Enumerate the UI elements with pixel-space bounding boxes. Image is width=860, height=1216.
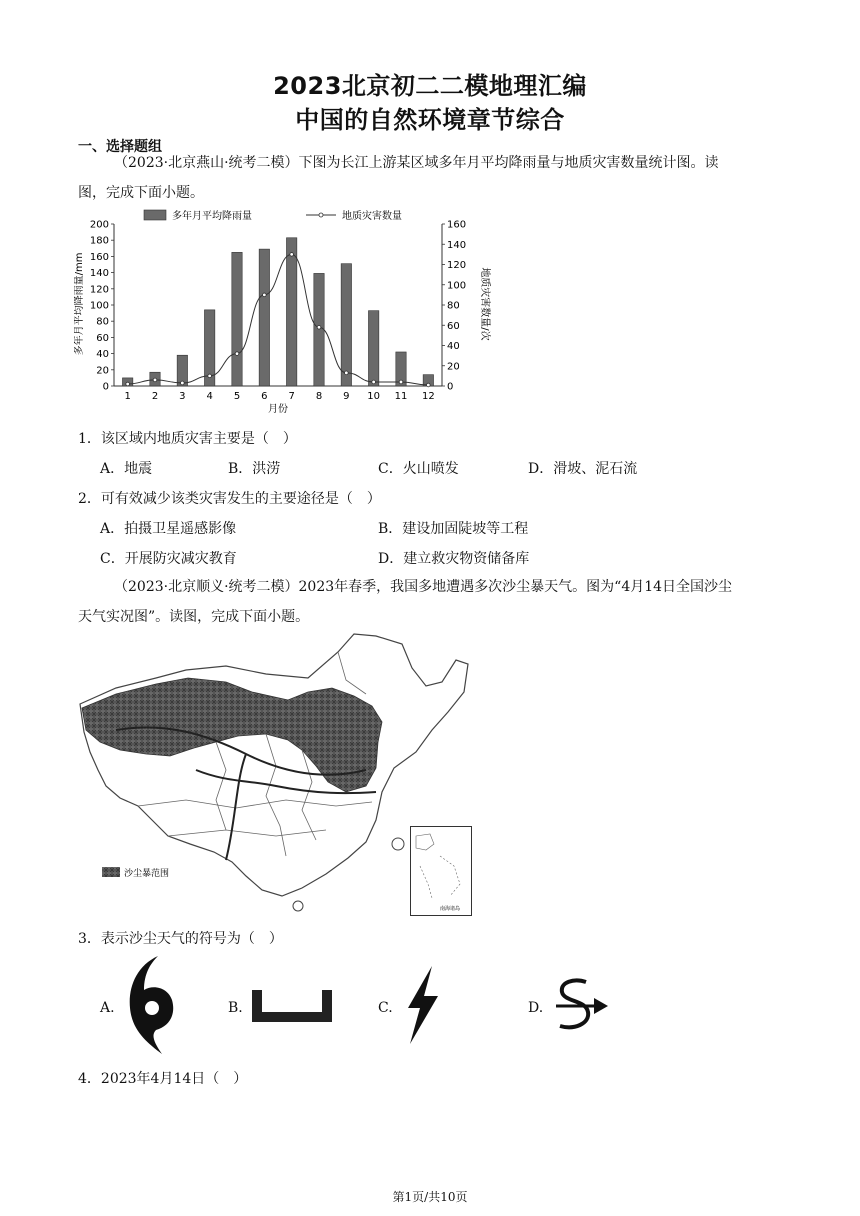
x-tick-label: 9	[343, 391, 350, 402]
bar-rainfall	[286, 238, 296, 386]
legend-bar-swatch	[144, 210, 166, 220]
bar-rainfall	[314, 273, 324, 386]
y-tick-label-left: 180	[89, 235, 109, 247]
point-disaster-count	[235, 352, 239, 356]
typhoon-icon	[122, 954, 178, 1058]
bar-rainfall	[341, 264, 351, 386]
legend-bar-label: 多年月平均降雨量	[172, 211, 252, 222]
point-disaster-count	[290, 253, 294, 257]
q1-option-c: C．火山喷发	[378, 461, 459, 477]
y-tick-label-right: 20	[447, 361, 460, 373]
y-tick-label-left: 120	[89, 284, 109, 296]
bar-rainfall	[368, 311, 378, 386]
island-hainan	[293, 901, 303, 911]
y-tick-label-left: 160	[89, 251, 109, 263]
y-tick-label-right: 120	[447, 260, 467, 271]
intro-2-line-1: （2023·北京顺义·统考二模）2023年春季，我国多地遭遇多次沙尘暴天气。图为“4月14日全国沙尘	[114, 579, 733, 595]
q2-option-a: A．拍摄卫星遥感影像	[100, 521, 237, 537]
q2-option-c: C．开展防灾减灾教育	[100, 551, 237, 567]
dust-storm-symbol-icon	[552, 976, 612, 1036]
inset-label: 南海诸岛	[439, 906, 461, 912]
y-tick-label-right: 140	[447, 239, 467, 251]
x-tick-label: 4	[206, 391, 213, 402]
intro-1-line-2: 图，完成下面小题。	[78, 185, 204, 201]
document-subtitle: 中国的自然环境章节综合	[295, 106, 565, 134]
point-disaster-count	[263, 293, 267, 297]
question-1-stem: 1．该区域内地质灾害主要是（ ）	[78, 431, 297, 447]
point-disaster-count	[372, 380, 376, 384]
document-title: 2023北京初二二模地理汇编	[273, 72, 587, 100]
x-tick-label: 1	[124, 391, 131, 402]
x-tick-label: 5	[233, 391, 241, 402]
y-tick-label-right: 60	[447, 320, 460, 332]
x-tick-label: 2	[151, 391, 159, 402]
x-tick-label: 8	[315, 391, 323, 402]
south-china-sea-inset	[410, 826, 472, 916]
y-axis-label-right: 地质灾害数量/次	[479, 267, 490, 341]
q3-option-d-label: D.	[528, 1000, 544, 1016]
y-tick-label-left: 60	[96, 332, 109, 344]
q3-option-b-label: B.	[228, 1000, 243, 1016]
q1-option-b: B．洪涝	[228, 461, 281, 477]
x-tick-label: 3	[179, 391, 186, 402]
y-tick-label-right: 80	[447, 300, 460, 312]
y-tick-label-left: 200	[89, 219, 109, 231]
y-tick-label-left: 20	[96, 365, 109, 377]
point-disaster-count	[208, 374, 212, 378]
lightning-icon	[402, 966, 440, 1044]
x-tick-label: 10	[367, 391, 381, 402]
bar-rainfall	[232, 252, 242, 386]
legend-line-label: 地质灾害数量	[342, 211, 402, 222]
question-4-stem: 4．2023年4月14日（ ）	[78, 1071, 248, 1087]
x-axis-label: 月份	[268, 404, 288, 415]
map-legend-label: 沙尘暴范围	[124, 869, 170, 879]
question-3-stem: 3．表示沙尘天气的符号为（ ）	[78, 931, 283, 947]
chart-legend	[144, 209, 402, 222]
q1-option-d: D．滑坡、泥石流	[528, 461, 638, 477]
rainfall-disaster-chart	[74, 204, 494, 422]
q3-option-a-label: A.	[100, 1000, 115, 1016]
intro-paragraph-2	[78, 572, 778, 632]
y-tick-label-right: 0	[447, 381, 454, 393]
map-legend-swatch	[102, 867, 120, 877]
point-disaster-count	[399, 380, 403, 384]
line-disaster-count	[128, 254, 429, 385]
point-disaster-count	[427, 383, 431, 387]
q1-option-a: A．地震	[100, 461, 153, 477]
chart-bars	[122, 238, 433, 386]
x-tick-label: 7	[288, 391, 295, 402]
y-tick-label-left: 80	[96, 316, 109, 328]
x-tick-label: 6	[261, 391, 268, 402]
chart-line-series	[126, 253, 430, 387]
y-tick-label-left: 40	[96, 349, 109, 361]
point-disaster-count	[153, 378, 157, 382]
y-axis-label-left: 多年月平均降雨量/mm	[74, 252, 85, 356]
intro-2-line-2: 天气实况图”。读图，完成下面小题。	[78, 609, 310, 625]
y-tick-label-right: 160	[447, 219, 467, 231]
q2-option-d: D．建立救灾物资储备库	[378, 551, 530, 567]
point-disaster-count	[181, 381, 185, 385]
q3-option-c-label: C.	[378, 1000, 393, 1016]
x-tick-label: 11	[394, 391, 408, 402]
y-tick-label-right: 100	[447, 280, 467, 292]
intro-1-line-1: （2023·北京燕山·统考二模）下图为长江上游某区域多年月平均降雨量与地质灾害数量统计图。读	[114, 155, 719, 171]
section-heading: 一、选择题组	[78, 139, 162, 155]
bar-rainfall	[259, 249, 269, 386]
question-2-stem: 2．可有效减少该类灾害发生的主要途径是（ ）	[78, 491, 381, 507]
point-disaster-count	[126, 382, 130, 386]
y-tick-label-left: 140	[89, 268, 109, 280]
bracket-symbol-icon	[252, 990, 332, 1024]
point-disaster-count	[345, 371, 349, 375]
y-tick-label-right: 40	[447, 341, 460, 352]
q2-option-b: B．建设加固陡坡等工程	[378, 521, 529, 537]
point-disaster-count	[317, 325, 321, 329]
island-taiwan	[392, 838, 404, 850]
x-tick-label: 12	[421, 391, 435, 402]
page-footer: 第1页/共10页	[392, 1190, 468, 1204]
chart-axes	[90, 220, 466, 403]
legend-line-marker	[319, 213, 323, 217]
y-tick-label-left: 100	[89, 300, 109, 312]
intro-paragraph-1	[78, 148, 778, 208]
y-tick-label-left: 0	[102, 381, 109, 393]
